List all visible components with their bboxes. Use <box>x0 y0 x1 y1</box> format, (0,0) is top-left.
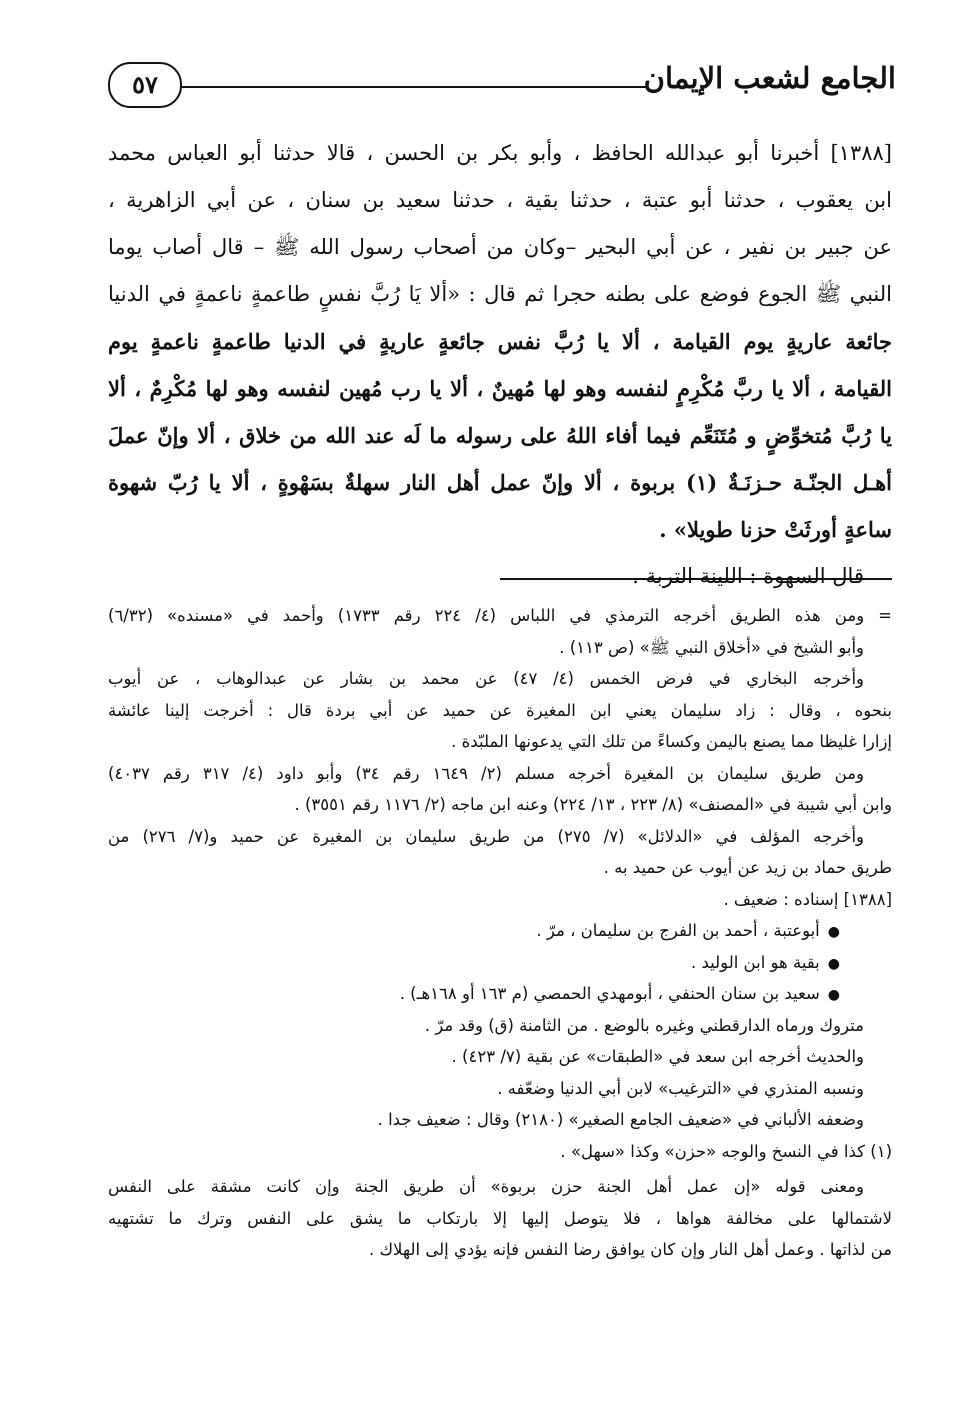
footnote-separator <box>500 578 892 580</box>
page-header <box>108 55 896 115</box>
footnote-line: بنحوه ، وقال : زاد سليمان يعني ابن المغيرة عن حميد عن أبي بردة قال : أخرجت إلينا عائشة <box>108 700 892 720</box>
footnote-line: = ومن هذه الطريق أخرجه الترمذي في اللباس (٤/ ٢٢٤ رقم ١٧٣٣) وأحمد في «مسنده» (٦/٣٢) <box>108 606 892 625</box>
main-text-line: القيامة ، ألا يا ربَّ مُكْرِمٍ لنفسه وهو لها مُهينٌ ، ألا يا رب مُهين لنفسه وهو لها مُكْرِمٌ ، ألا <box>108 376 892 401</box>
bullet-icon: ● <box>827 987 840 1003</box>
isnad-note: ونسبه المنذري في «الترغيب» لابن أبي الدنيا وضعّفه . <box>497 1078 864 1098</box>
header-rule <box>180 86 646 88</box>
footnote-line: إزارا غليظا مما يصنع باليمن وكساءً من تلك التي يدعونها الملبّدة . <box>451 732 892 751</box>
isnad-bullet <box>108 978 892 1010</box>
footnotes <box>108 600 892 1266</box>
footnote-line: طريق حماد بن زيد عن أيوب عن حميد به . <box>603 858 892 877</box>
running-title: الجامع لشعب الإيمان <box>643 61 896 95</box>
footnote-line: ومن طريق سليمان بن المغيرة أخرجه مسلم (٢/ ١٦٤٩ رقم ٣٤) وأبو داود (٤/ ٣١٧ رقم ٤٠٣٧) <box>108 763 865 783</box>
footnote-line: وأبو الشيخ في «أخلاق النبي ﷺ» (ص ١١٣) . <box>559 637 864 657</box>
main-text <box>108 130 892 600</box>
main-text-line: ساعةٍ أورثَتْ حزنا طويلا» . <box>659 517 892 542</box>
footnote-line: وأخرجه البخاري في فرض الخمس (٤/ ٤٧) عن محمد بن بشار عن عبدالوهاب ، عن أيوب <box>108 669 864 688</box>
isnad-bullet-text: سعيد بن سنان الحنفي ، أبومهدي الحمصي (م ١٦٣ أو ١٦٨هـ) . <box>399 984 820 1003</box>
bullet-icon: ● <box>827 955 840 972</box>
main-text-line: [١٣٨٨] أخبرنا أبو عبدالله الحافظ ، وأبو بكر بن الحسن ، قالا حدثنا أبو العباس محمد <box>108 141 892 165</box>
isnad-note: والحديث أخرجه ابن سعد في «الطبقات» عن بقية (٧/ ٤٢٣) . <box>451 1047 864 1066</box>
footnote-1-marker-line: (١) كذا في النسخ والوجه «حزن» وكذا «سهل» . <box>560 1141 892 1161</box>
main-text-line: النبي ﷺ الجوع فوضع على بطنه حجرا ثم قال : «ألا يَا رُبَّ نفسٍ طاعمةٍ ناعمةٍ في الدنيا <box>108 282 892 306</box>
main-text-line: عن جبير بن نفير ، عن أبي البحير –وكان من أصحاب رسول الله ﷺ – قال أصاب يوما <box>108 235 892 259</box>
main-text-line: أهـل الجنّـة حـزنَـةٌ (١) بربوة ، ألا وإنّ عمل أهل النار سهلةٌ بسَهْوةٍ ، ألا يا رُبّ شهوة <box>108 470 892 495</box>
page-number: ٥٧ <box>108 62 182 108</box>
isnad-bullet-text: أبوعتبة ، أحمد بن الفرج بن سليمان ، مرّ . <box>536 921 820 940</box>
isnad-bullet <box>108 915 892 947</box>
isnad-note: وضعفه الألباني في «ضعيف الجامع الصغير» (٢١٨٠) وقال : ضعيف جدا . <box>377 1110 864 1129</box>
footnote-1-line: لاشتمالها على مخالفة هواها ، فلا يتوصل إليها إلا بارتكاب ما يشق على النفس وترك ما تشتهيه <box>108 1208 892 1228</box>
isnad-note: متروك ورماه الدارقطني وغيره بالوضع . من الثامنة (ق) وقد مرّ . <box>424 1015 864 1035</box>
main-text-line: ابن يعقوب ، حدثنا أبو عتبة ، حدثنا بقية ، حدثنا سعيد بن سنان ، عن أبي الزاهرية ، <box>108 188 892 212</box>
main-text-line: جائعة عاريةٍ يوم القيامة ، ألا يا رُبَّ نفس جائعةٍ عاريةٍ في الدنيا طاعمةٍ ناعمةٍ يوم <box>108 329 892 354</box>
isnad-bullet <box>108 947 892 979</box>
isnad-bullet-text: بقية هو ابن الوليد . <box>691 952 820 972</box>
sahwa-note: قال السهوة : اللينة التربة . <box>632 564 864 588</box>
footnote-line: وأخرجه المؤلف في «الدلائل» (٧/ ٢٧٥) من طريق سليمان بن المغيرة عن حميد و(٧/ ٢٧٦) من <box>108 826 864 846</box>
footnote-1-line: ومعنى قوله «إن عمل أهل الجنة حزن بربوة» أن طريق الجنة وإن كانت مشقة على النفس <box>108 1177 864 1196</box>
footnote-1-line: من لذاتها . وعمل أهل النار وإن كان يوافق رضا النفس فإنه يؤدي إلى الهلاك . <box>368 1240 892 1259</box>
isnad-heading: [١٣٨٨] إسناده : ضعيف . <box>723 889 892 909</box>
main-text-line: يا رُبَّ مُتخوِّضٍ و مُتَنَعِّم فيما أفاء اللهُ على رسوله ما لَه عند الله من خلاق ، ألا وإنّ عملَ <box>108 423 892 448</box>
bullet-icon: ● <box>827 924 840 940</box>
footnote-line: وابن أبي شيبة في «المصنف» (٨/ ٢٢٣ ، ١٣/ ٢٢٤) وعنه ابن ماجه (٢/ ١١٧٦ رقم ٣٥٥١) . <box>294 795 892 814</box>
